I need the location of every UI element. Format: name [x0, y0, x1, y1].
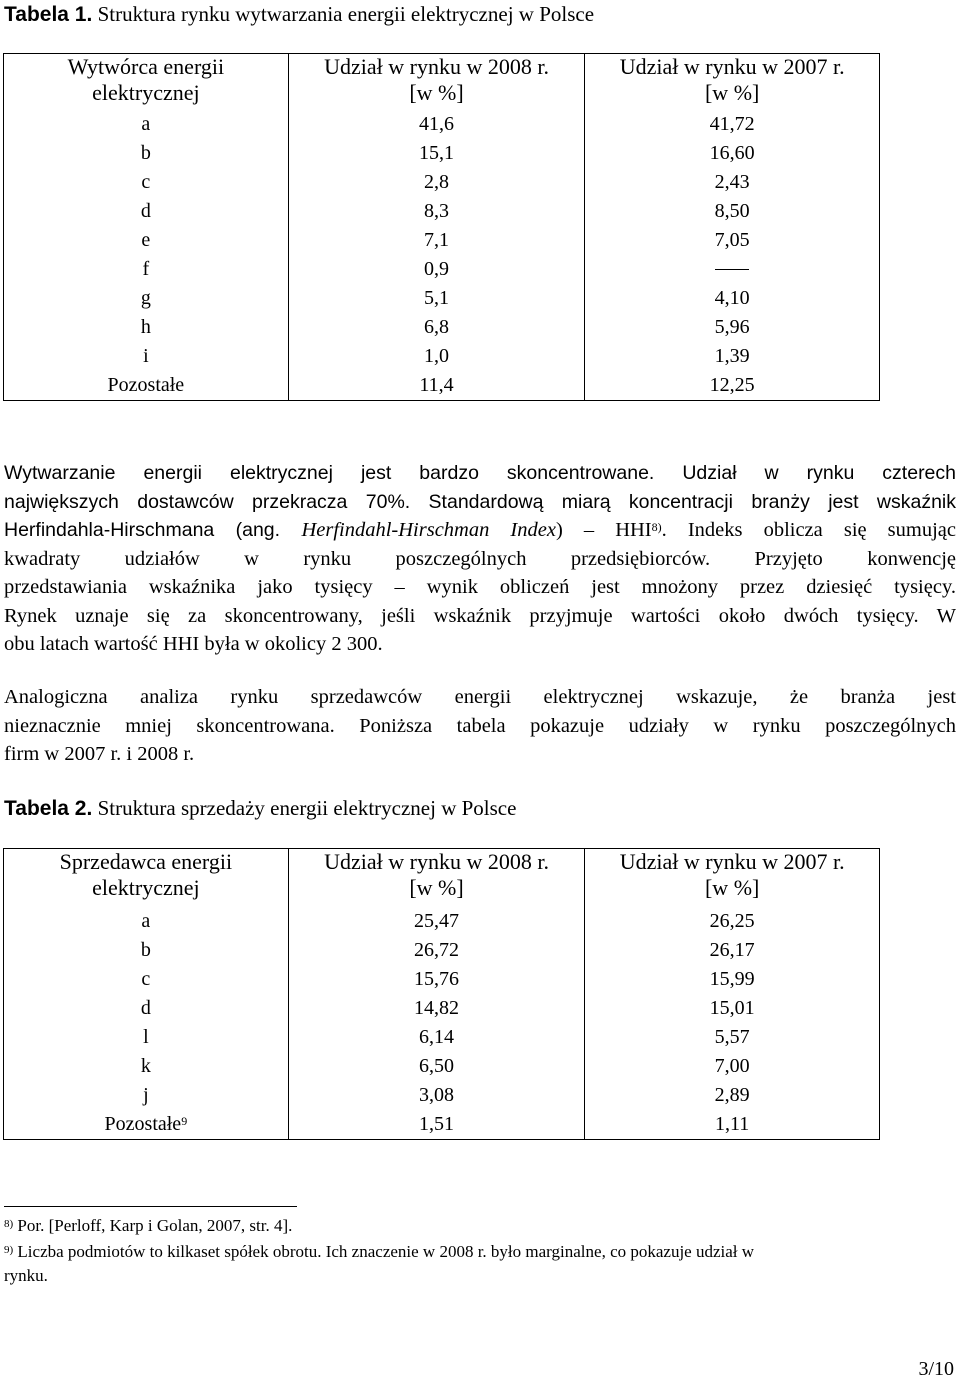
- value-2008: 3,08: [288, 1081, 585, 1110]
- para1-line2: największych dostawców przekracza 70%. Standardową miarą koncentracji branży jest wskaźnik: [4, 490, 956, 513]
- row-label: d: [4, 994, 289, 1023]
- table2-header-2007: Udział w rynku w 2007 r. [w %]: [585, 849, 880, 907]
- table-row: [4, 313, 880, 342]
- para2-line1: Analogiczna analiza rynku sprzedawców energii elektrycznej wskazuje, że branża jest: [4, 686, 956, 708]
- value-2007: 12,25: [585, 371, 880, 401]
- table2-caption-text: Struktura sprzedaży energii elektrycznej w Polsce: [92, 796, 517, 820]
- table-row: [4, 965, 880, 994]
- table2-header-row: [4, 849, 880, 907]
- row-label: a: [4, 907, 289, 936]
- para1-line1: Wytwarzanie energii elektrycznej jest bardzo skoncentrowane. Udział w rynku czterech: [4, 462, 956, 484]
- value-2007: 26,17: [585, 936, 880, 965]
- table-row: [4, 110, 880, 139]
- table2-caption-label: Tabela 2.: [4, 797, 93, 820]
- table1-header-2008: Udział w rynku w 2008 r. [w %]: [288, 54, 585, 110]
- value-2008: 15,76: [288, 965, 585, 994]
- value-2007: 4,10: [585, 284, 880, 313]
- table1-header-row: [4, 54, 880, 110]
- value-2008: 8,3: [288, 197, 585, 226]
- value-2008: 1,0: [288, 342, 585, 371]
- value-2008: 1,51: [288, 1110, 585, 1140]
- table-row: [4, 168, 880, 197]
- value-2008: 7,1: [288, 226, 585, 255]
- value-2008: 6,50: [288, 1052, 585, 1081]
- para1-line7: obu latach wartość HHI była w okolicy 2 300.: [4, 633, 383, 655]
- table1-header-2007: Udział w rynku w 2007 r. [w %]: [585, 54, 880, 110]
- paragraph-hhi: [4, 459, 956, 659]
- row-label: f: [4, 255, 289, 284]
- row-label: e: [4, 226, 289, 255]
- table1-caption-text: Struktura rynku wytwarzania energii elektrycznej w Polsce: [92, 2, 595, 26]
- value-2008: 0,9: [288, 255, 585, 284]
- row-label: i: [4, 342, 289, 371]
- value-2008: 15,1: [288, 139, 585, 168]
- row-label: j: [4, 1081, 289, 1110]
- footnote-8: $^{8)}$ Por. [Perloff, Karp i Golan, 2007, str. 4].: [4, 1216, 293, 1235]
- value-2007: 26,25: [585, 907, 880, 936]
- table-row: [4, 936, 880, 965]
- table-row: [4, 1081, 880, 1110]
- row-label: Pozostałe$^9$: [4, 1110, 289, 1140]
- table-row: [4, 1052, 880, 1081]
- para2-line3: firm w 2007 r. i 2008 r.: [4, 743, 195, 765]
- footnote-separator: [4, 1206, 297, 1207]
- value-2008: 5,1: [288, 284, 585, 313]
- footnote-ref: 9: [181, 1113, 188, 1128]
- footnote-9: $^{9)}$ Liczba podmiotów to kilkaset spółek obrotu. Ich znaczenie w 2008 r. było marginalne, co pokazuje udział w rynku.: [4, 1242, 755, 1285]
- para1-line3: Herfindahla-Hirschmana (ang. Herfindahl-Hirschman Index) – HHI$^{8)}$. Indeks oblicza się sumując: [4, 519, 957, 541]
- para1-line5: przedstawiania wskaźnika jako tysięcy – wynik obliczeń jest mnożony przez dziesięć tysięcy.: [4, 576, 956, 598]
- value-2007: 7,00: [585, 1052, 880, 1081]
- value-2008: 6,14: [288, 1023, 585, 1052]
- table-row: [4, 139, 880, 168]
- row-label: c: [4, 965, 289, 994]
- row-label: l: [4, 1023, 289, 1052]
- para2-line2: nieznacznie mniej skoncentrowana. Poniższa tabela pokazuje udziały w rynku poszczególnych: [4, 714, 956, 737]
- table2-header-seller: Sprzedawca energii elektrycznej: [4, 849, 289, 907]
- table1: [3, 53, 880, 401]
- value-2008: 6,8: [288, 313, 585, 342]
- table-row: [4, 197, 880, 226]
- table-row: [4, 907, 880, 936]
- table2-header-2008: Udział w rynku w 2008 r. [w %]: [288, 849, 585, 907]
- table-row: [4, 255, 880, 284]
- value-2007: 2,43: [585, 168, 880, 197]
- value-2008: 14,82: [288, 994, 585, 1023]
- value-2007: 1,11: [585, 1110, 880, 1140]
- value-2007: 16,60: [585, 139, 880, 168]
- row-label: b: [4, 936, 289, 965]
- value-2007: 15,01: [585, 994, 880, 1023]
- row-label: b: [4, 139, 289, 168]
- row-label: d: [4, 197, 289, 226]
- table2-caption: [4, 796, 516, 821]
- para1-line6: Rynek uznaje się za skoncentrowany, jeśli wskaźnik przyjmuje wartości około dwóch tysięcy. W: [4, 604, 956, 627]
- table1-header-producer: Wytwórca energii elektrycznej: [4, 54, 289, 110]
- row-label: k: [4, 1052, 289, 1081]
- table-row: [4, 1023, 880, 1052]
- value-2007: 5,57: [585, 1023, 880, 1052]
- value-2008: 2,8: [288, 168, 585, 197]
- value-2008: 25,47: [288, 907, 585, 936]
- table-row: [4, 284, 880, 313]
- table-row: [4, 226, 880, 255]
- value-2007: 2,89: [585, 1081, 880, 1110]
- row-label: h: [4, 313, 289, 342]
- paragraph-sales: [4, 683, 956, 769]
- value-2008: 41,6: [288, 110, 585, 139]
- table-row: [4, 342, 880, 371]
- value-2008: 26,72: [288, 936, 585, 965]
- value-2007: 8,50: [585, 197, 880, 226]
- table1-caption-label: Tabela 1.: [4, 3, 93, 26]
- dash-mark: [715, 269, 749, 270]
- value-2007: [585, 255, 880, 284]
- value-2007: 1,39: [585, 342, 880, 371]
- value-2007: 41,72: [585, 110, 880, 139]
- row-label: c: [4, 168, 289, 197]
- value-2007: 7,05: [585, 226, 880, 255]
- row-label: Pozostałe: [4, 371, 289, 401]
- table-row: [4, 371, 880, 401]
- value-2007: 15,99: [585, 965, 880, 994]
- row-label: g: [4, 284, 289, 313]
- value-2008: 11,4: [288, 371, 585, 401]
- row-label: a: [4, 110, 289, 139]
- page-number: 3/10: [918, 1358, 954, 1380]
- table1-caption: [4, 2, 594, 27]
- para1-line4: kwadraty udziałów w rynku poszczególnych przedsiębiorców. Przyjęto konwencję: [4, 547, 956, 570]
- value-2007: 5,96: [585, 313, 880, 342]
- table-row: [4, 1110, 880, 1140]
- table-row: [4, 994, 880, 1023]
- table2: [3, 848, 880, 1140]
